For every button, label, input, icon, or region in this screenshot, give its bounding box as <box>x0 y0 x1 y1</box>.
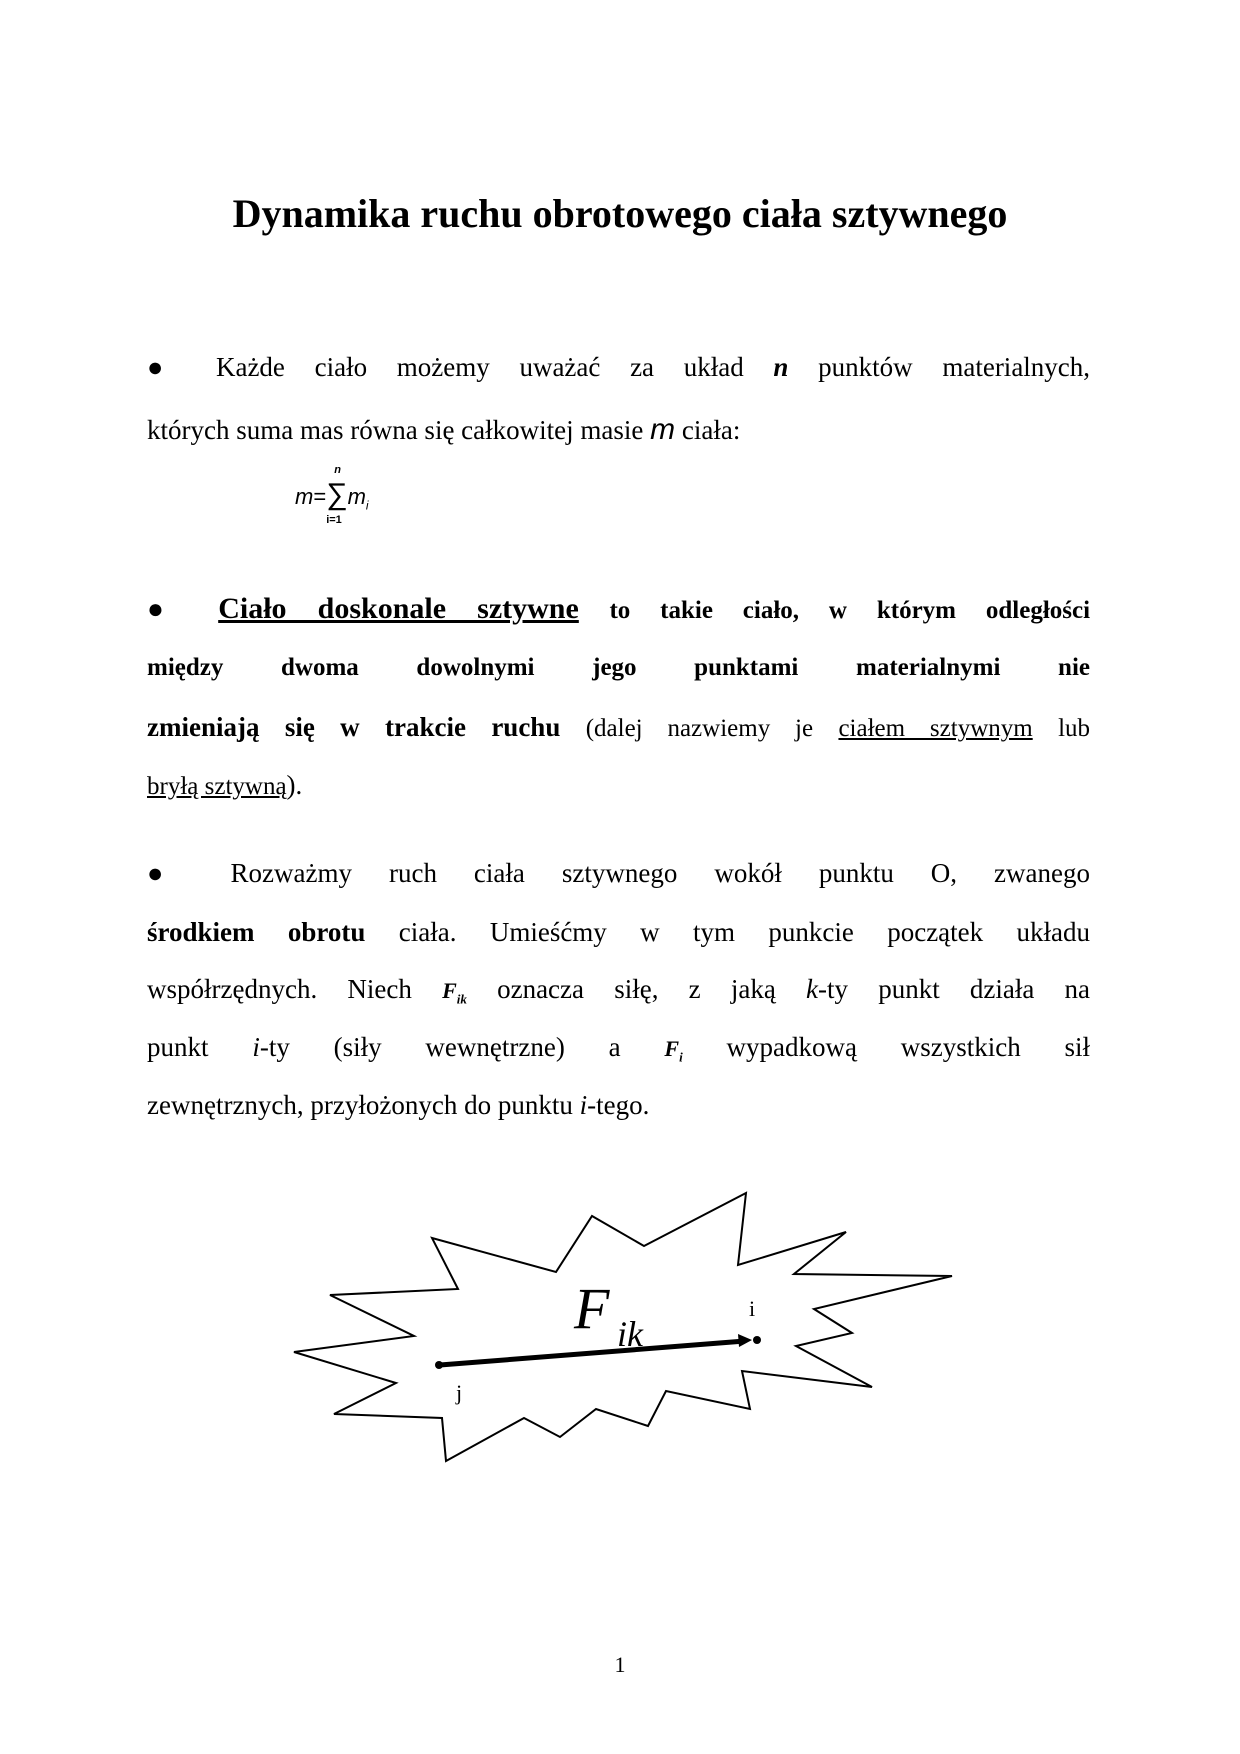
page-number: 1 <box>614 1652 626 1677</box>
text: -ty (siły wewnętrzne) a <box>259 1032 621 1062</box>
text: zmieniają się w trakcie ruchu <box>147 712 561 742</box>
text: zewnętrznych, przyłożonych do punktu <box>147 1090 573 1120</box>
var-F: F <box>664 1036 680 1061</box>
var-n: n <box>773 352 789 382</box>
sigma: ∑ <box>326 478 348 511</box>
defined-term: Ciało doskonale sztywne <box>218 592 579 625</box>
text: -ty punkt działa na <box>818 974 1091 1004</box>
subscript: i <box>365 498 369 513</box>
text: punktów materialnych, <box>818 352 1091 382</box>
text: których suma mas równa się całkowitej masie <box>147 415 644 445</box>
var-F: F <box>442 978 457 1003</box>
bullet: ● <box>147 352 187 382</box>
p2-line2: między dwoma dowolnymi jego punktami materialnymi nie <box>147 654 1090 681</box>
text: ciałem sztywnym <box>838 715 1033 742</box>
lower-limit: i=1 <box>326 514 342 526</box>
text: środkiem obrotu <box>147 917 366 947</box>
var-i: i <box>579 1090 588 1120</box>
var-k: k <box>806 974 818 1004</box>
point-j <box>435 1361 443 1369</box>
point-i <box>753 1336 761 1344</box>
text: -tego. <box>587 1090 650 1120</box>
text: punkt <box>147 1032 209 1062</box>
var-i: i <box>252 1032 260 1062</box>
text: (dalej nazwiemy je <box>585 715 814 742</box>
page-title: Dynamika ruchu obrotowego ciała sztywnego <box>232 191 1008 236</box>
bullet: ● <box>147 594 188 625</box>
force-label: F <box>574 1276 610 1341</box>
upper-limit: n <box>334 464 341 476</box>
text: ciała: <box>681 415 741 445</box>
term: m <box>347 484 366 509</box>
text: ciała. Umieśćmy w tym punkcie początek układu <box>398 917 1090 947</box>
point-i-label: i <box>749 1296 756 1321</box>
point-j-label: j <box>456 1380 463 1405</box>
force-subscript: ik <box>617 1314 643 1354</box>
text: ). <box>286 770 303 800</box>
lhs: m <box>295 484 314 509</box>
text: oznacza siłę, z jaką <box>497 974 776 1004</box>
var-m: m <box>650 413 676 446</box>
text: współrzędnych. Niech <box>147 974 412 1004</box>
text: bryłą sztywną <box>147 773 287 800</box>
subscript: ik <box>456 991 467 1007</box>
subscript: i <box>679 1049 683 1065</box>
text: Każde ciało możemy uważać za układ <box>215 352 744 382</box>
bullet: ● <box>147 858 194 888</box>
equals: = <box>313 484 327 509</box>
text: lub <box>1058 715 1091 742</box>
text: to takie ciało, w którym odległości <box>609 597 1091 624</box>
text: Rozważmy ruch ciała sztywnego wokół punktu O, zwanego <box>230 858 1090 888</box>
text: wypadkową wszystkich sił <box>726 1032 1091 1062</box>
arrow-head <box>738 1334 752 1347</box>
force-arrow <box>440 1341 745 1365</box>
